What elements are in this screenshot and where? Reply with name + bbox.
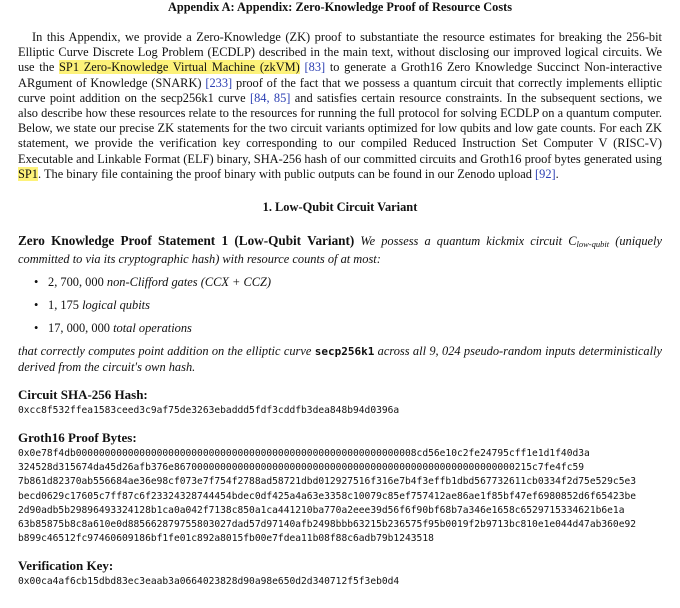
bullet-label: total operations (113, 321, 192, 336)
highlight-sp1: SP1 (18, 166, 38, 181)
intro-text-4: and satisfies certain resource constraints. In the subsequent sections, we also describe how these resources relate to the resources for running the full protocol for solving ECDLP on a quantum computer. Below, we state our precise ZK statements for the two circuit variants optimized for low qubits and low gate counts. For each ZK statement, we provide the verification key corresponding to our compiled Reduced Instruction Set Computer V (RISC-V) Executable and Linkable Format (ELF) binary, SHA-256 hash of our committed circuits and Groth16 proof bytes generated using (18, 90, 662, 166)
list-item (34, 321, 662, 335)
statement-title: Zero Knowledge Proof Statement 1 (Low-Qubit Variant) (18, 233, 355, 249)
paper-page (18, 0, 662, 590)
intro-text-6: . (555, 166, 559, 181)
proof-line: 7b861d82370ab556684ae36e98cf073e7f754f2788ad58721dbd012927516f316e7b4f3effb1dbd567732611cb0334f2d75e529c5e3 (18, 476, 637, 488)
circuit-hash-label: Circuit SHA-256 Hash: (18, 386, 148, 402)
proof-bytes-label: Groth16 Proof Bytes: (18, 430, 137, 446)
intro-text-1: In this Appendix, we provide a Zero-Knowledge (ZK) proof to substantiate the resource estimates for breaking the 256-bit Elliptic Curve Discrete Log Problem (ECDLP) described in the main text, without disclosing our improved logical circuits. We use the (18, 30, 662, 75)
statement-body-2: (uniquely committed to via its cryptographic hash) with resource counts of at most: (18, 234, 662, 267)
bullet-label: non-Clifford gates (CCX + CCZ) (106, 275, 272, 290)
resource-list (18, 275, 662, 335)
proof-line: becd0629c17605c7ff87c6f23324328744454bdec0df425a4a63e3358c10079c85ef757412ae86ae1f85bf47ef6980852d6f65423be (18, 490, 637, 502)
citation-92[interactable]: [92] (535, 166, 556, 181)
bullet-value: 17, 000, 000 (48, 321, 110, 336)
proof-line: 2d90adb5b29896493324128b1ca0a042f7138c850a1ca441210ba770a2eee39d56f6f90bf68b7a346e1658c6529715334621b6e1a (18, 504, 625, 516)
citation-83[interactable]: [83] (304, 60, 326, 75)
statement-conclusion (18, 344, 662, 374)
conclusion-text-a: that correctly computes point addition on the elliptic curve (18, 344, 315, 359)
intro-text-2: to generate a Groth16 Zero Knowledge Succinct Non-interactive ARgument of Knowledge (SNARK) (18, 60, 662, 90)
intro-text-3: proof of the fact that we possess a quantum circuit that correctly implements elliptic curve point addition on the secp256k1 curve (18, 75, 663, 105)
verification-key-label: Verification Key: (18, 558, 114, 574)
bullet-icon: • (34, 298, 39, 313)
zk-statement (18, 233, 662, 267)
proof-line: 324528d315674da45d26afb376e86700000000000000000000000000000000000000000000000000000000215c7fe4fc59 (18, 462, 585, 474)
proof-bytes-value (18, 447, 662, 546)
statement-body: We possess a quantum kickmix circuit C (354, 234, 577, 249)
citation-84-85[interactable]: [84, 85] (249, 90, 291, 105)
list-item (34, 275, 662, 289)
verification-key-value: 0x00ca4af6cb15dbd83ec3eaab3a0664023828d90a98e650d2d340712f5f3eb0d4 (18, 576, 400, 588)
bullet-value: 2, 700, 000 (48, 275, 104, 290)
bullet-value: 1, 175 (48, 298, 79, 313)
conclusion-text-b: across all 9, 024 pseudo-random inputs deterministically derived from the circuit's own hash. (18, 344, 662, 374)
appendix-title: Appendix A: Appendix: Zero-Knowledge Proof of Resource Costs (168, 0, 512, 14)
circuit-hash-value: 0xcc8f532ffea1583ceed3c9af75de3263ebaddd5fdf3cddfb3dea848b94d0396a (18, 404, 400, 416)
section-heading: 1. Low-Qubit Circuit Variant (262, 200, 418, 215)
intro-text-5: . The binary file containing the proof binary with public outputs can be found in our Zenodo upload (37, 166, 535, 181)
proof-line: b899c46512fc97460609186bf1fe01c892a8015fb00e7fdea11b08f88c6adb79b1243518 (18, 533, 434, 545)
proof-line: 0x0e78f4db00000000000000000000000000000000000000000000000000000000008cd56e10c2fe24795cff1e1d1f40d3a (18, 448, 590, 460)
citation-233[interactable]: [233] (205, 75, 233, 90)
intro-paragraph (18, 30, 662, 182)
curve-name: secp256k1 (314, 345, 375, 359)
list-item (34, 298, 662, 312)
proof-line: 63b85875b8c8a610e0d885662879755803027dad57d97140afb2498bbb63215b236575f95b0019f2b9713bc810e1e044d47ab360e92 (18, 519, 637, 531)
bullet-label: logical qubits (82, 298, 150, 313)
bullet-icon: • (34, 275, 39, 290)
statement-subscript: low-qubit (576, 239, 610, 250)
highlight-sp1-zkvm: SP1 Zero-Knowledge Virtual Machine (zkVM) (59, 60, 300, 75)
bullet-icon: • (34, 321, 39, 336)
